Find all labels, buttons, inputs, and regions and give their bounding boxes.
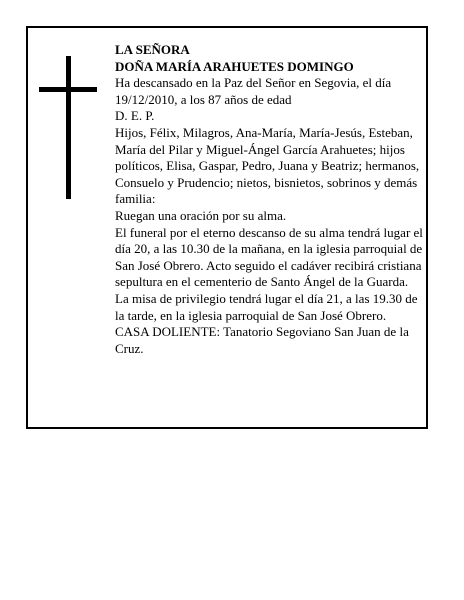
cross-vertical-bar: [66, 56, 71, 199]
death-notice: Ha descansado en la Paz del Señor en Segovia, el día 19/12/2010, a los 87 años de edad: [115, 75, 392, 107]
prayer-request: Ruegan una oración por su alma.: [115, 207, 287, 223]
honorific: LA SEÑORA: [115, 42, 190, 57]
dep-text: D. E. P.: [115, 108, 155, 124]
obituary-notice: [26, 26, 428, 429]
mass-details: La misa de privilegio tendrá lugar el día 21, a las 19.30 de la tarde, en la iglesia parroquial de San José Obrero.: [115, 290, 418, 323]
notice-text: [115, 42, 425, 357]
funeral-details: El funeral por el eterno descanso de su alma tendrá lugar el día 20, a las 10.30 de la mañana, en la iglesia parroquial de San José Obrero. Acto seguido el cadáver recibirá cristiana sepultura en el cementerio de Santo Ángel de la Guarda.: [115, 224, 423, 290]
cross-horizontal-bar: [39, 87, 97, 92]
deceased-name: DOÑA MARÍA ARAHUETES DOMINGO: [115, 58, 354, 74]
mourning-house: CASA DOLIENTE: Tanatorio Segoviano San Juan de la Cruz.: [115, 324, 409, 356]
family-list: Hijos, Félix, Milagros, Ana-María, María-Jesús, Esteban, María del Pilar y Miguel-Ángel García Arahuetes; hijos políticos, Elisa, Gaspar, Pedro, Juana y Beatriz; hermanos, Consuelo y Prudencio; nietos, bisnietos, sobrinos y demás familia:: [115, 124, 420, 207]
